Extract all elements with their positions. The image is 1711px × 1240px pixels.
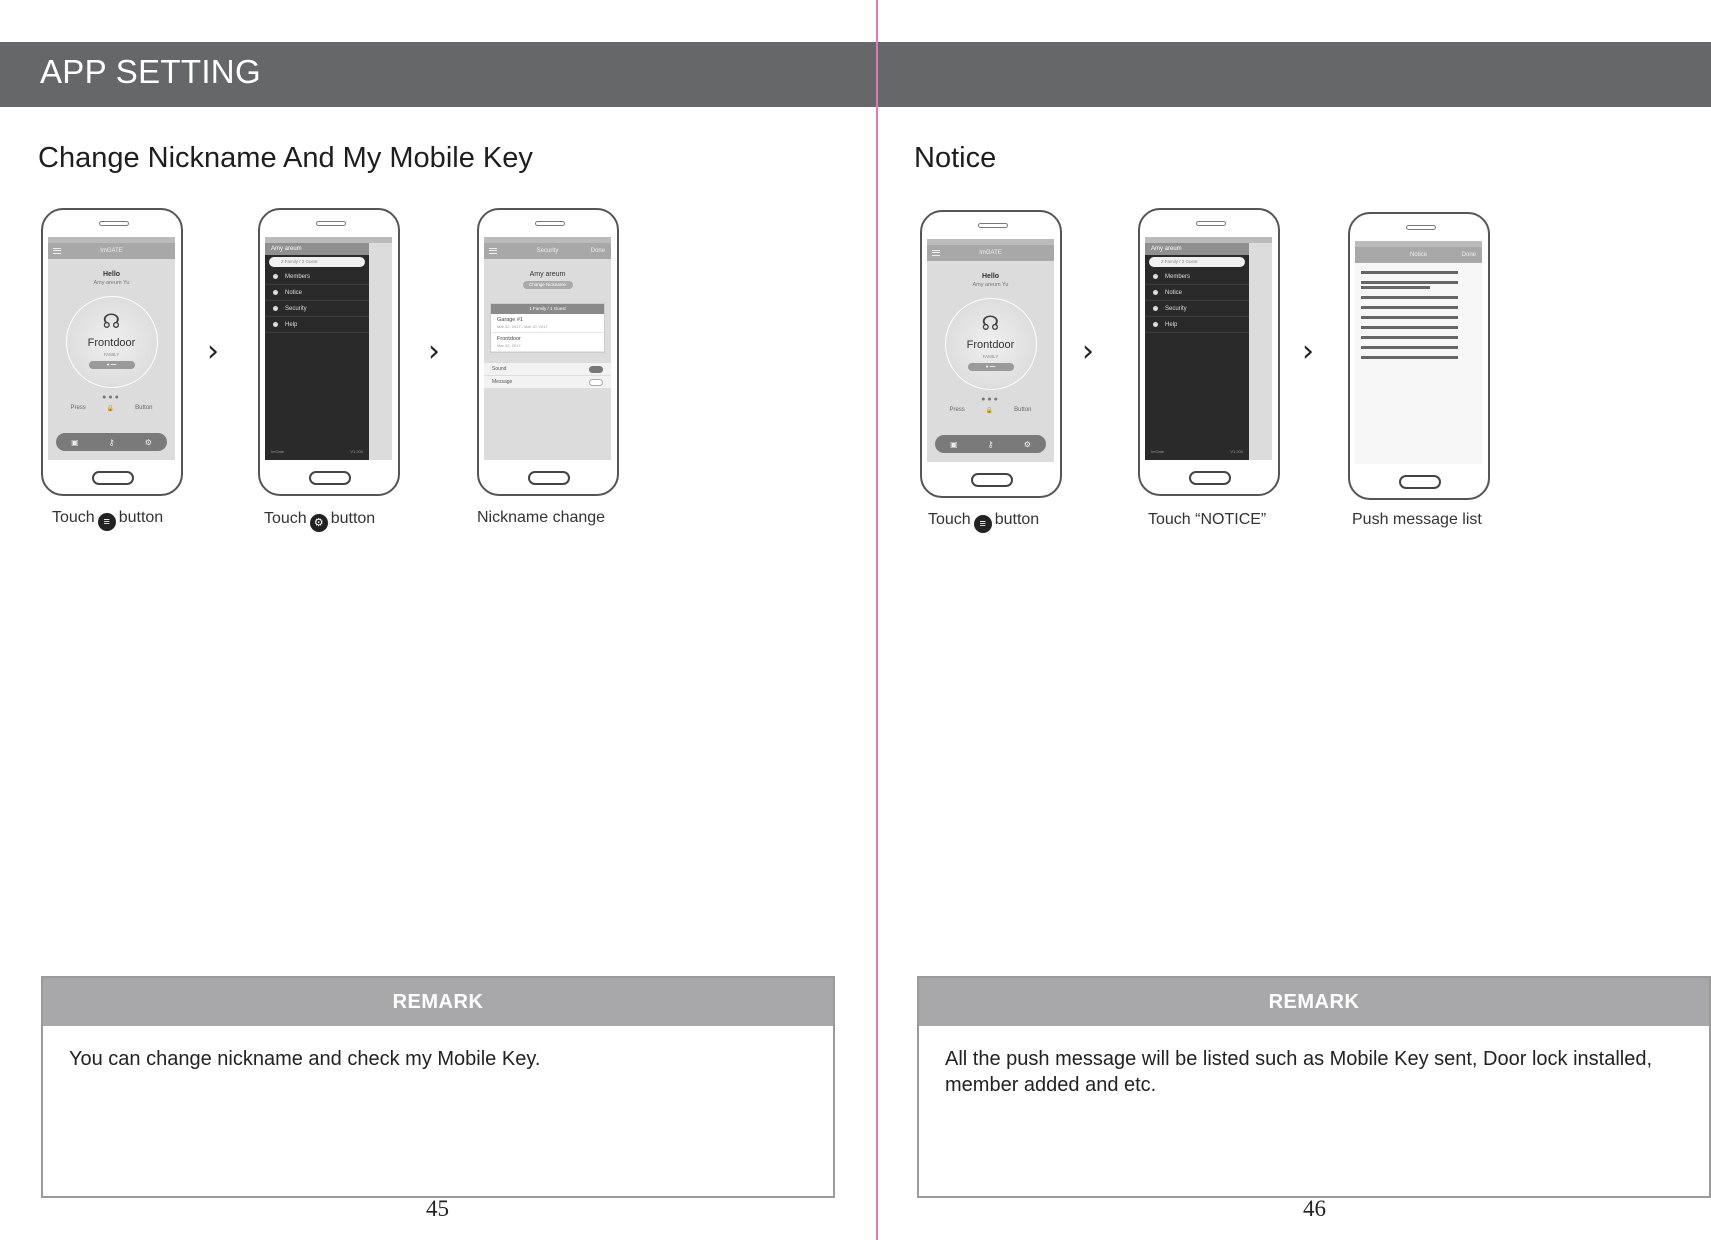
phone-home-button: [528, 471, 570, 485]
phone-screen: [927, 239, 1054, 462]
page-dots: ●●●: [102, 394, 121, 401]
mobile-key-dial[interactable]: [945, 298, 1037, 390]
message-line: [1361, 356, 1458, 359]
list-item[interactable]: [1361, 306, 1476, 309]
press-label: Press: [70, 405, 86, 411]
app-bar: [48, 243, 175, 259]
caption-step3: Push message list: [1352, 511, 1482, 528]
members-icon: [1153, 274, 1158, 279]
door-name: Frontdoor: [966, 339, 1015, 351]
message-line: [1361, 271, 1458, 274]
caption-step1: [52, 509, 163, 531]
remark-box-right: [917, 976, 1711, 1198]
drawer-item-label: Security: [285, 306, 307, 312]
drawer-item-security[interactable]: [1145, 301, 1249, 317]
drawer-item-notice[interactable]: [265, 285, 369, 301]
sound-toggle[interactable]: [589, 366, 603, 373]
battery-pill: ● ━━: [968, 363, 1014, 371]
phone-home-button: [309, 471, 351, 485]
change-nickname-button[interactable]: Change Nickname: [523, 281, 573, 289]
drawer-footer: [1151, 449, 1243, 454]
phone-speaker: [1196, 221, 1226, 226]
phone-screen: [1145, 237, 1272, 460]
page-header-title: APP SETTING: [40, 53, 261, 90]
bottom-nav: [56, 433, 167, 451]
message-line: [1361, 306, 1458, 309]
list-item[interactable]: [1361, 271, 1476, 274]
list-item[interactable]: [1361, 296, 1476, 299]
page-number-right: 46: [1303, 1196, 1326, 1221]
press-row: [927, 407, 1054, 414]
drawer-family-summary[interactable]: 2 Family / 2 Guest: [1149, 257, 1245, 267]
phone-home-screen: [41, 208, 183, 496]
family-label: FAMILY: [103, 352, 120, 357]
bottom-nav: [935, 435, 1046, 453]
phone-home-screen: [920, 210, 1062, 498]
app-title: ImGATE: [100, 248, 123, 254]
phone-screen: [265, 237, 392, 460]
nickname-text: Amy areum: [529, 271, 566, 278]
drawer-item-label: Notice: [285, 290, 303, 296]
message-row: [484, 376, 611, 389]
gear-icon: ⚙: [310, 514, 328, 532]
drawer-user: Amy areum: [1145, 243, 1249, 255]
drawer-item-label: Help: [285, 322, 298, 328]
chevron-right-icon: ›: [207, 334, 219, 369]
remark-body: You can change nickname and check my Mobile Key.: [69, 1048, 541, 1070]
hello-text: Hello: [102, 271, 121, 278]
mobile-key-dial[interactable]: [66, 296, 158, 388]
mobile-key-card: [490, 303, 605, 353]
section-title-notice: Notice: [914, 142, 997, 174]
phone-speaker: [1406, 225, 1436, 230]
app-title: ImGATE: [979, 250, 1002, 256]
drawer-footer-app: ImGate: [1151, 449, 1165, 454]
message-line: [1361, 346, 1458, 349]
caption-text: button: [994, 511, 1040, 528]
list-item[interactable]: [1361, 346, 1476, 349]
list-item[interactable]: [1361, 281, 1476, 289]
phone-drawer-screen: [1138, 208, 1280, 496]
toggle-list: [484, 363, 611, 389]
caption-text: button: [330, 510, 376, 527]
caption-text: Touch: [52, 509, 95, 526]
list-item[interactable]: [1361, 356, 1476, 359]
caption-text: Touch: [928, 511, 971, 528]
help-icon: [273, 322, 278, 327]
security-icon: [1153, 306, 1158, 311]
menu-icon: ≡: [974, 515, 992, 533]
battery-pill: ● ━━: [89, 361, 135, 369]
notice-icon: [1153, 290, 1158, 295]
family-label: FAMILY: [982, 354, 999, 359]
setting-icon[interactable]: ⚙: [144, 437, 152, 447]
history-icon[interactable]: ▣: [950, 439, 958, 449]
message-label: Message: [492, 378, 513, 385]
key-name: Frontdoor: [497, 336, 521, 342]
drawer-item-help[interactable]: [1145, 317, 1249, 333]
chevron-right-icon: ›: [428, 334, 440, 369]
phone-speaker: [99, 221, 129, 226]
key-icon[interactable]: ⚷: [108, 437, 115, 447]
caption-step2: [264, 510, 375, 532]
drawer-item-label: Notice: [1165, 290, 1183, 296]
security-icon: [273, 306, 278, 311]
press-label: Press: [949, 407, 965, 413]
drawer-item-help[interactable]: [265, 317, 369, 333]
app-title: Security: [536, 248, 559, 254]
drawer-footer: [271, 449, 363, 454]
phone-home-button: [971, 473, 1013, 487]
drawer-item-members[interactable]: [265, 269, 369, 285]
caption-step2: Touch “NOTICE”: [1148, 511, 1267, 528]
remark-title: REMARK: [43, 978, 833, 1026]
message-toggle[interactable]: [589, 379, 603, 386]
user-name: Amy areum Yu: [972, 282, 1009, 288]
key-date: Mar 02, 2017: [497, 343, 521, 348]
drawer-item-label: Members: [1165, 274, 1191, 280]
message-line: [1361, 286, 1430, 289]
chevron-right-icon: ›: [1302, 334, 1314, 369]
button-label: Button: [135, 405, 153, 411]
hamburger-menu-icon[interactable]: [53, 248, 61, 254]
drawer-item-members[interactable]: [1145, 269, 1249, 285]
message-line: [1361, 326, 1458, 329]
done-button[interactable]: Done: [590, 248, 605, 254]
setting-icon[interactable]: ⚙: [1023, 439, 1031, 449]
app-bar: [1355, 247, 1482, 263]
phone-home-button: [1189, 471, 1231, 485]
phone-drawer-screen: [258, 208, 400, 496]
key-date: Mar 02, 2017 - Mar 10, 2017: [497, 324, 548, 329]
drawer-footer-version: V1.200: [1230, 449, 1243, 454]
hamburger-menu-icon[interactable]: [932, 250, 940, 256]
hamburger-menu-icon[interactable]: [489, 248, 497, 254]
card-header: 1 Family / 1 Guest: [491, 304, 604, 314]
app-bar: [927, 245, 1054, 261]
lock-icon: 🔒: [985, 408, 994, 414]
drawer-item-notice[interactable]: [1145, 285, 1249, 301]
menu-icon: ≡: [98, 513, 116, 531]
caption-text: button: [118, 509, 164, 526]
side-drawer: [1145, 243, 1249, 460]
members-icon: [273, 274, 278, 279]
list-item[interactable]: [1361, 326, 1476, 329]
caption-text: Touch: [264, 510, 307, 527]
key-icon[interactable]: ⚷: [987, 439, 994, 449]
phone-screen: [1355, 241, 1482, 464]
phone-speaker: [316, 221, 346, 226]
key-signal-icon: ☊: [102, 311, 121, 333]
page-number-left: 45: [426, 1196, 449, 1221]
app-bar: [484, 243, 611, 259]
user-name: Amy areum Yu: [93, 280, 130, 286]
list-item[interactable]: [1361, 316, 1476, 319]
section-title-nickname: Change Nickname And My Mobile Key: [38, 142, 533, 174]
hello-text: Hello: [981, 273, 1000, 280]
sound-label: Sound: [492, 365, 507, 372]
key-name: Garage #1: [497, 317, 523, 323]
phone-notice-screen: [1348, 212, 1490, 500]
side-drawer: [265, 243, 369, 460]
press-row: [48, 405, 175, 412]
remark-title: REMARK: [919, 978, 1709, 1026]
message-line: [1361, 336, 1458, 339]
drawer-user: Amy areum: [265, 243, 369, 255]
phone-screen: [484, 237, 611, 460]
message-line: [1361, 316, 1458, 319]
lock-icon: 🔒: [106, 406, 115, 412]
caption-step1: [928, 511, 1039, 533]
remark-body: All the push message will be listed such as Mobile Key sent, Door lock installed, member added and etc.: [945, 1048, 1653, 1096]
push-message-list: [1355, 263, 1482, 464]
phone-speaker: [535, 221, 565, 226]
page-fold-divider: [876, 0, 878, 1240]
chevron-right-icon: ›: [1082, 334, 1094, 369]
drawer-footer-version: V1.200: [350, 449, 363, 454]
phone-security-screen: [477, 208, 619, 496]
drawer-item-label: Members: [285, 274, 311, 280]
drawer-footer-app: ImGate: [271, 449, 285, 454]
caption-step3: Nickname change: [477, 509, 606, 526]
list-item[interactable]: [1361, 336, 1476, 339]
phone-home-button: [92, 471, 134, 485]
drawer-family-summary[interactable]: 2 Family / 2 Guest: [269, 257, 365, 267]
drawer-item-label: Help: [1165, 322, 1178, 328]
key-signal-icon: ☊: [981, 313, 1000, 335]
help-icon: [1153, 322, 1158, 327]
phone-home-button: [1399, 475, 1441, 489]
history-icon[interactable]: ▣: [71, 437, 79, 447]
app-title: Notice: [1409, 252, 1427, 258]
sound-row: [484, 363, 611, 376]
done-button[interactable]: Done: [1461, 252, 1476, 258]
button-label: Button: [1014, 407, 1032, 413]
drawer-item-security[interactable]: [265, 301, 369, 317]
remark-box-left: [41, 976, 835, 1198]
door-name: Frontdoor: [87, 337, 136, 349]
message-line: [1361, 296, 1458, 299]
phone-speaker: [978, 223, 1008, 228]
key-row[interactable]: [491, 333, 604, 352]
phone-screen: [48, 237, 175, 460]
drawer-item-label: Security: [1165, 306, 1187, 312]
key-row[interactable]: [491, 314, 604, 333]
notice-icon: [273, 290, 278, 295]
message-line: [1361, 281, 1458, 284]
page-dots: ●●●: [981, 396, 1000, 403]
